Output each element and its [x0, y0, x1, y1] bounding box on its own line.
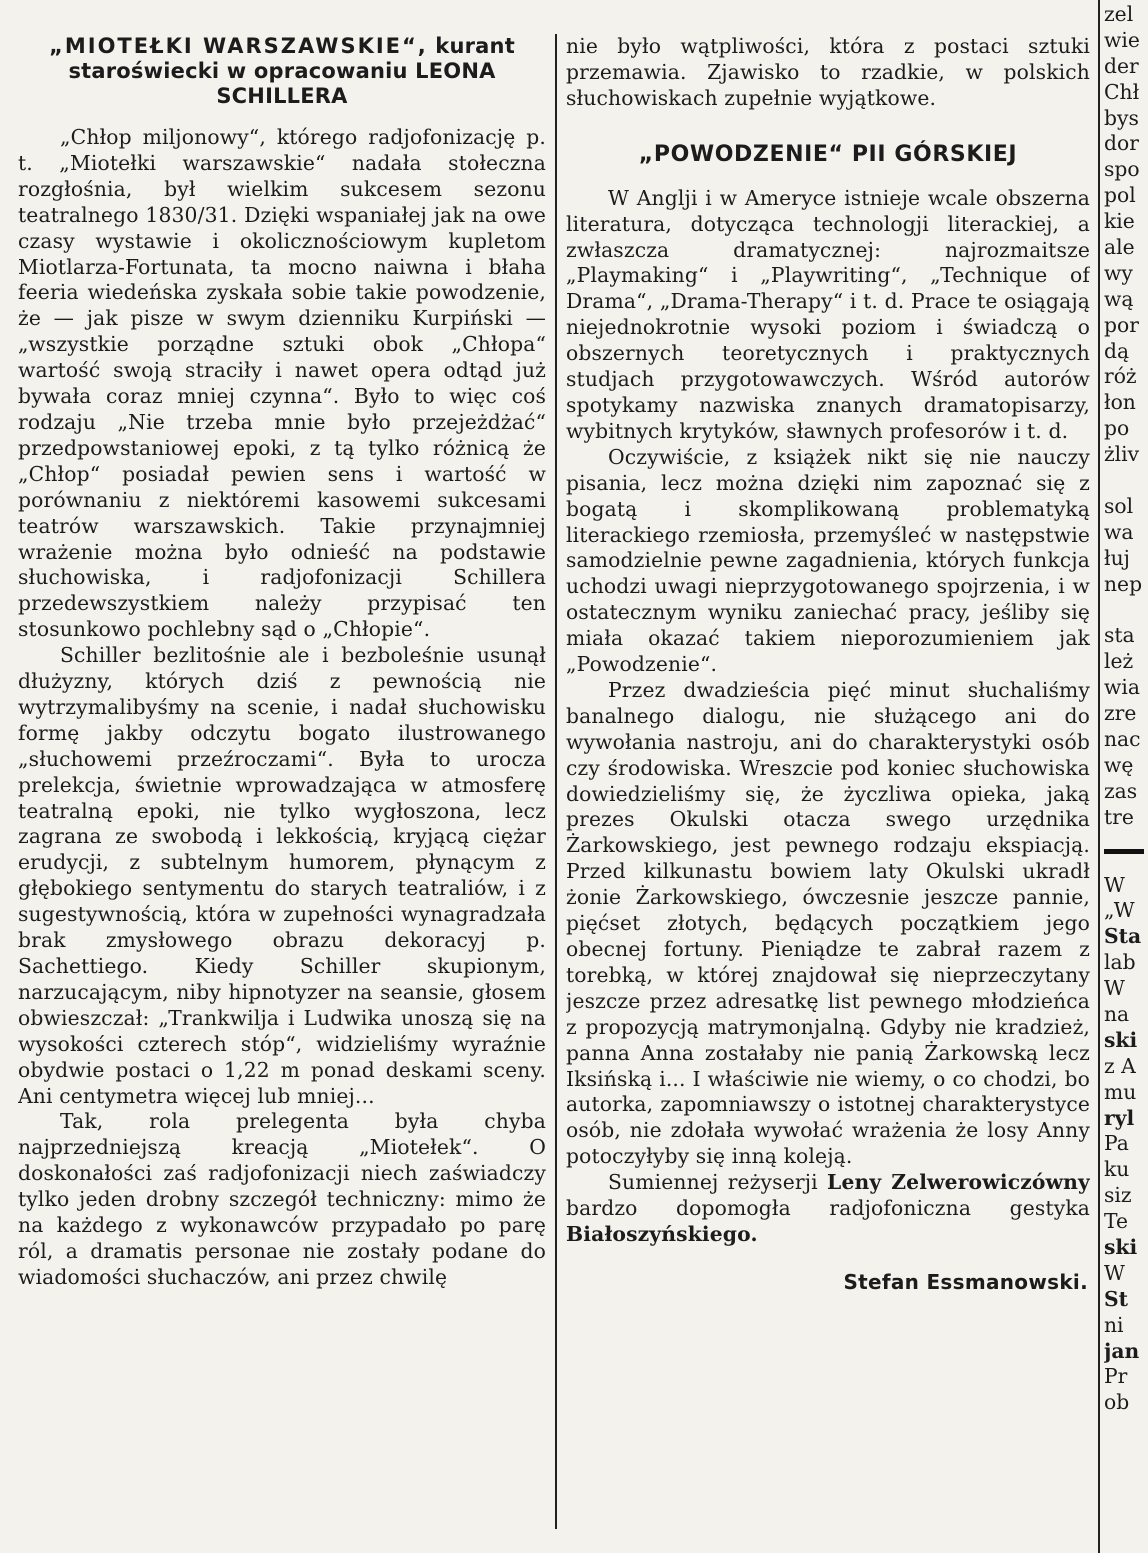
adjacent-column-fragment — [1104, 0, 1148, 1416]
headline-lead: „MIOTEŁKI WARSZAWSKIE“, — [49, 34, 428, 58]
fragment-line: lab — [1104, 950, 1136, 975]
article-powodzenie-headline: „POWODZENIE“ PII GÓRSKIEJ — [638, 141, 1018, 167]
fragment-line: żliv — [1104, 442, 1140, 467]
article-powodzenie — [566, 34, 1090, 1296]
fragment-line: ni — [1104, 1312, 1124, 1337]
credits-pre: Sumiennej reżyserji — [608, 1170, 828, 1195]
fragment-line: wy — [1104, 260, 1133, 285]
fragment-line: spo — [1104, 157, 1140, 182]
fragment-line: nep — [1104, 571, 1143, 596]
fragment-line: jan — [1104, 1338, 1140, 1363]
fragment-line: łuj — [1104, 545, 1130, 570]
article-miotelki-headline — [18, 34, 546, 109]
credits-director: Leny Zelwerowiczówny — [827, 1170, 1090, 1195]
fragment-line: dą — [1104, 338, 1130, 363]
fragment-line: W — [1104, 1260, 1125, 1285]
fragment-line: W — [1104, 976, 1125, 1001]
fragment-line: Pr — [1104, 1364, 1128, 1389]
column-rule-left — [555, 34, 557, 1529]
fragment-line: Chł — [1104, 79, 1140, 104]
fragment-line: W — [1104, 872, 1125, 897]
fragment-line: wia — [1104, 675, 1140, 700]
fragment-gap — [1104, 597, 1148, 623]
article-miotelki-paragraph-2: Schiller bezlitośnie ale i bezboleśnie usunął dłużyzny, których dziś z pewnością nie wytrzymalibyśmy na scenie, i nadał słuchowisku formę jakby odczytu bogato ilustrowanego „słuchowemi przeźroczami“. Była to urocza prelekcja, świetnie wprowadzająca w atmosferę teatralną epoki, nie tylko wygłoszona, lecz zagrana ze swobodą i lekkością, kryjącą ciężar erudycji, z subtelnym humorem, płynącym z głębokiego sentymentu do starych teatraliów, i z sugestywnością, która w zupełności wynagradzała brak zmysłowego obrazu dekoracyj p. Sachettiego. Kiedy Schiller skupionym, narzucającym, niby hipnotyzer na seansie, głosem obwieszczał: „Trankwilja i Ludwika unoszą się na wysokości czterech stóp“, widzieliśmy wyraźnie obydwie postaci o 1,22 m ponad deskami sceny. Ani centymetra więcej lub mniej... — [18, 643, 546, 1108]
article-powodzenie-paragraph-3: Przez dwadzieścia pięć minut słuchaliśmy banalnego dialogu, nie służącego ani do wywołania nastroju, ani do charakterystyki osób czy środowiska. Wreszcie pod koniec słuchowiska dowiedzieliśmy się, że życzliwa opieka, jaką prezes Okulski otacza swego urzędnika Żarkowskiego, jest pewnego rodzaju ekspiacją. Przed kilkunastu bowiem laty Okulski ukradł żonie Żarkowskiego, ówczesnie jeszcze pannie, pięćset złotych, będących początkiem jego obecnej fortuny. Pieniądze te zabrał razem z torebką, w której znajdował się nieprzeczytany jeszcze przez adresatkę list pewnego młodzieńca z propozycją matrymonjalną. Gdyby nie kradzież, panna Anna zostałaby nie panią Żarkowską lecz Iksińską i... I właściwie nie wiemy, o co chodzi, bo autorka, zapomniawszy o istotnej charakterystyce osób, nie zdołała wywołać wrażenia że losy Anny potoczyłyby się inną koleją. — [566, 677, 1090, 1169]
fragment-line: zas — [1104, 778, 1138, 803]
fragment-line: zre — [1104, 701, 1137, 726]
fragment-line: tre — [1104, 804, 1134, 829]
fragment-line: łon — [1104, 390, 1136, 415]
fragment-line: po — [1104, 416, 1130, 441]
continuation-paragraph: nie było wątpliwości, która z postaci sztuki przemawia. Zjawisko to rzadkie, w polskich słuchowiskach zupełnie wyjątkowe. — [566, 34, 1090, 110]
article-miotelki-paragraph-3: Tak, rola prelegenta była chyba najprzedniejszą kreacją „Miotełek“. O doskonałości zaś radjofonizacji niech zaświadczy tylko jeden drobny szczegół techniczny: mimo że na każdego z wykonawców przypadało po parę ról, a dramatis personae nie zostały podane do wiadomości słuchaczów, ani przez chwilę — [18, 1109, 546, 1289]
fragment-line: der — [1104, 53, 1139, 78]
fragment-line: Pa — [1104, 1131, 1129, 1156]
fragment-line: ku — [1104, 1157, 1130, 1182]
section-divider — [1104, 849, 1148, 857]
credits-actor: Białoszyńskiego. — [566, 1221, 758, 1246]
author-signature: Stefan Essmanowski. — [843, 1269, 1088, 1294]
fragment-line: ski — [1104, 1234, 1138, 1259]
fragment-line: ryl — [1104, 1105, 1135, 1130]
fragment-line: ob — [1104, 1390, 1130, 1415]
fragment-line: „W — [1104, 898, 1135, 923]
fragment-line: bys — [1104, 105, 1139, 130]
fragment-line: Te — [1104, 1209, 1128, 1234]
fragment-line: zel — [1104, 2, 1134, 26]
article-miotelki-paragraph-1: „Chłop miljonowy“, którego radjofonizację p. t. „Miotełki warszawskie“ nadała stołeczna rozgłośnia, był wielkim sukcesem sezonu teatralnego 1830/31. Dzięki wspaniałej jak na owe czasy wystawie i okolicznościowym kupletom Miotlarza-Fortunata, ta mocno naiwna i błaha feeria wiedeńska zyskała sobie takie powodzenie, że — jak pisze w swym dzienniku Kurpiński — „wszystkie porządne sztuki obok „Chłopa“ wartość swoją straciły i nawet opera odtąd już bywała coraz mniej czynna“. Było to więc coś rodzaju „Nie trzeba mnie było przejeżdżać“ przedpowstaniowej epoki, z tą tylko różnicą że „Chłop“ posiadał pewien sens i wartość w porównaniu z niektóremi kasowemi sukcesami teatrów warszawskich. Takie przynajmniej wrażenie można było odnieść na podstawie słuchowiska, i radjofonizacji Schillera przedewszystkiem należy przypisać ten stosunkowo pochlebny sąd o „Chłopie“. — [18, 125, 546, 642]
fragment-line: z A — [1104, 1053, 1136, 1078]
credits-mid: bardzo dopomogła radjofoniczna gestyka — [566, 1196, 1090, 1221]
fragment-line: wą — [1104, 286, 1134, 311]
fragment-line: mu — [1104, 1079, 1137, 1104]
fragment-line: St — [1104, 1286, 1129, 1311]
fragment-line: ale — [1104, 235, 1135, 260]
fragment-line: wę — [1104, 752, 1134, 777]
fragment-line: siz — [1104, 1183, 1132, 1208]
column-rule-right — [1098, 0, 1100, 1553]
fragment-gap — [1104, 468, 1148, 494]
fragment-line: nac — [1104, 726, 1141, 751]
headline-rest: kurant staroświecki w opracowaniu LEONA SCHILLERA — [68, 34, 515, 108]
fragment-line: wa — [1104, 519, 1134, 544]
article-powodzenie-paragraph-4 — [566, 1170, 1090, 1248]
fragment-line: kie — [1104, 209, 1135, 234]
fragment-line: por — [1104, 312, 1139, 337]
fragment-line: na — [1104, 1001, 1130, 1026]
fragment-line: leż — [1104, 649, 1134, 674]
fragment-line: Sta — [1104, 924, 1142, 949]
fragment-line: sol — [1104, 493, 1134, 518]
fragment-line: dor — [1104, 131, 1139, 156]
article-powodzenie-paragraph-2: Oczywiście, z książek nikt się nie nauczy pisania, lecz można dzięki nim zapoznać się z bogatą i skomplikowaną problematyką literackiego rzemiosła, przemyśleć w następstwie samodzielnie pewne zagadnienia, których funkcja uchodzi uwagi nieprzygotowanego spojrzenia, i w ostatecznym wyniku zaniechać pracy, jeśliby się miała okazać takiem nieporozumieniem jak „Powodzenie“. — [566, 444, 1090, 677]
fragment-line: ski — [1104, 1027, 1138, 1052]
article-powodzenie-paragraph-1: W Anglji i w Ameryce istnieje wcale obszerna literatura, dotycząca technologji literackiej, a zwłaszcza dramatycznej: najrozmaitsze „Playmaking“ i „Playwriting“, „Technique of Drama“, „Drama-Therapy“ i t. d. Prace te osiągają niejednokrotnie wysoki poziom i świadczą o obszernych teoretycznych i praktycznych studjach przygotowawczych. Wśród autorów spotykamy nazwiska znanych dramatopisarzy, wybitnych krytyków, sławnych profesorów i t. d. — [566, 185, 1090, 443]
article-miotelki — [18, 34, 546, 1291]
fragment-line: wie — [1104, 27, 1140, 52]
fragment-line: sta — [1104, 623, 1135, 648]
fragment-line: róż — [1104, 364, 1137, 389]
fragment-line: pol — [1104, 183, 1136, 208]
